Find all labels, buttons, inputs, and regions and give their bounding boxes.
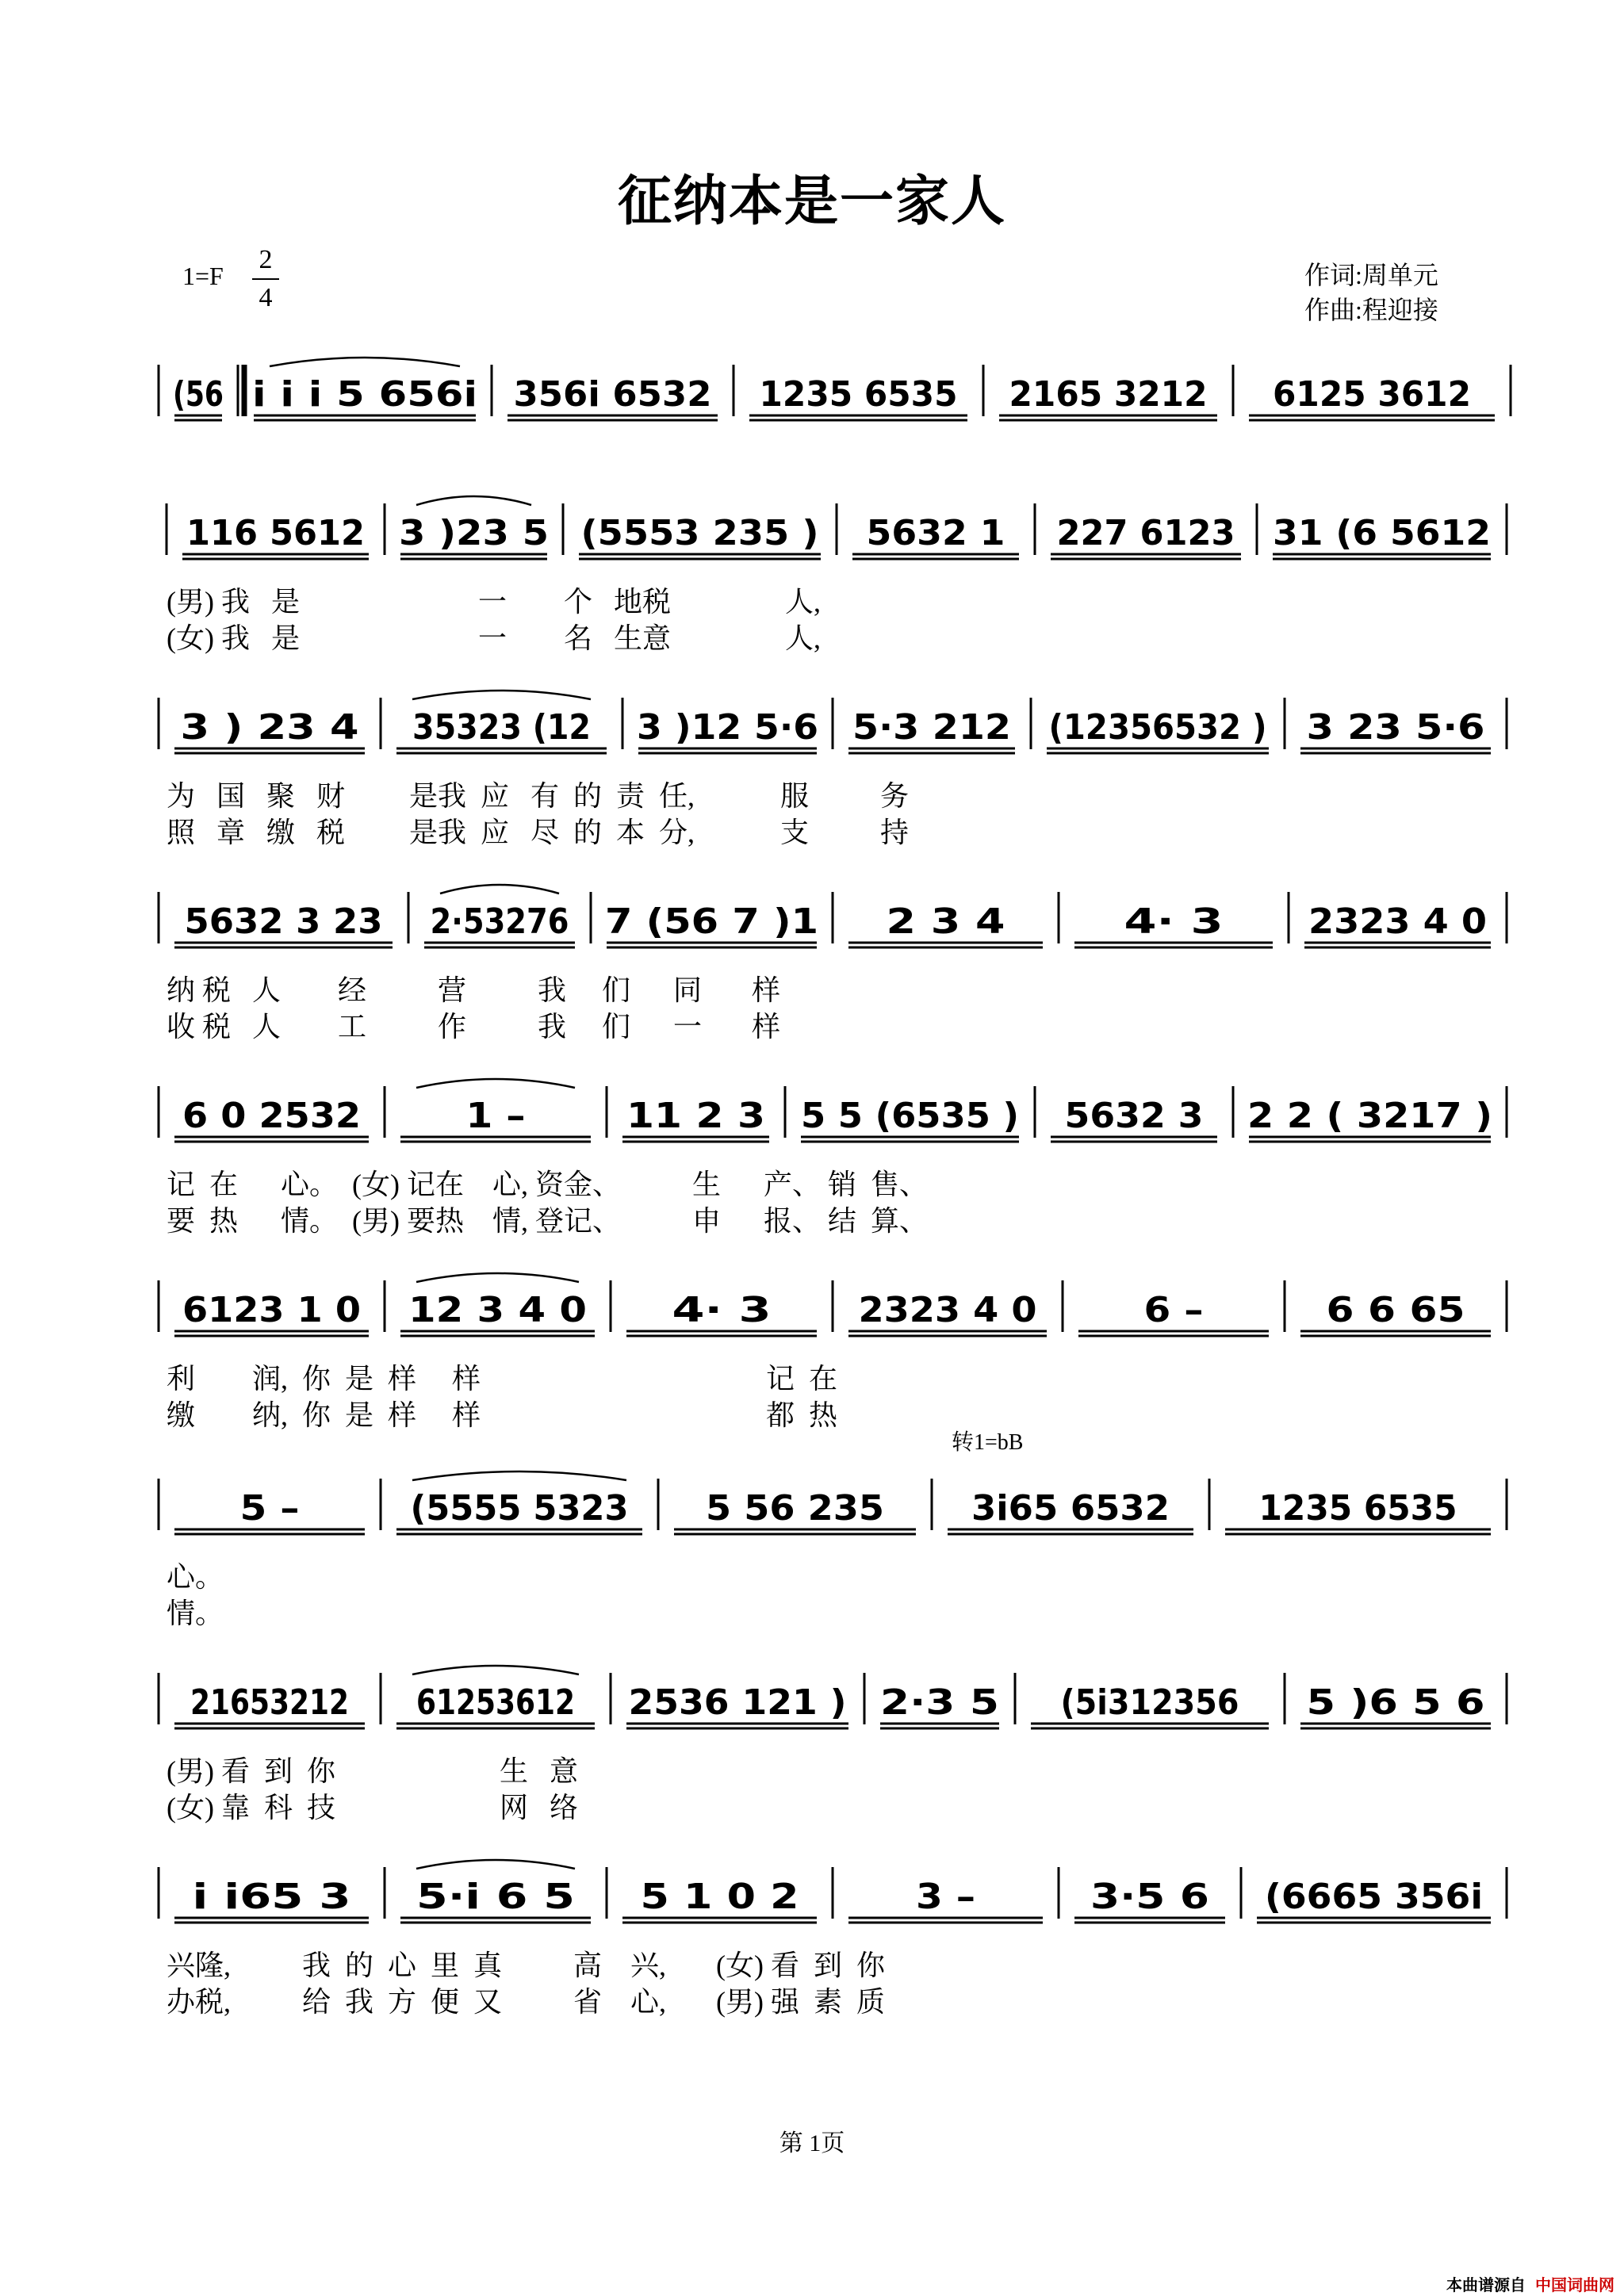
measure-notes: 5·i 6 5 xyxy=(416,1877,575,1917)
measure-notes: 61253612 xyxy=(416,1682,575,1723)
measure-notes: 5632 3 xyxy=(1064,1096,1204,1136)
measure-notes: 5 )6 5 6 xyxy=(1306,1682,1485,1723)
credits xyxy=(1304,258,1438,327)
lyric-line-2 xyxy=(0,1984,1624,2019)
measure-notes: 21653212 xyxy=(190,1682,349,1723)
composer: 作曲:程迎接 xyxy=(1304,296,1438,324)
measure-notes: 5632 1 xyxy=(866,513,1005,553)
lyric-text: 情。 xyxy=(167,1598,224,1629)
slur xyxy=(416,1079,575,1088)
measure-notes: 3 – xyxy=(916,1877,975,1917)
measure-notes: 2 2 ( 3217 ) xyxy=(1247,1096,1492,1136)
time-signature-bottom: 4 xyxy=(259,283,273,312)
lyric-line-1 xyxy=(0,973,1624,1008)
watermark xyxy=(1446,2272,1614,2295)
measure-notes: 6 – xyxy=(1143,1290,1204,1330)
measure-notes: 3 )23 5 xyxy=(399,513,549,553)
system-music xyxy=(0,1272,1624,1368)
system-music xyxy=(0,1078,1624,1173)
measure-notes: (5i312356 xyxy=(1060,1682,1239,1723)
measure-notes: 5 5 (6535 ) xyxy=(801,1096,1019,1136)
slur xyxy=(416,1273,579,1282)
lyric-line-1 xyxy=(0,779,1624,813)
measure-notes: 6 0 2532 xyxy=(182,1096,361,1136)
measure-notes: (6665 356i xyxy=(1265,1877,1483,1917)
lyric-line-1 xyxy=(0,1754,1624,1789)
slur xyxy=(412,1666,579,1674)
measure-notes: 35323 (12 xyxy=(412,707,591,748)
lyric-text: 为 国 聚 财 是我 应 有 的 责 任, 服 务 xyxy=(167,780,909,812)
measure-notes: (5553 235 ) xyxy=(580,513,819,553)
measure-notes: 5·3 212 xyxy=(852,707,1011,748)
measure-notes: i i65 3 xyxy=(192,1877,351,1917)
lyric-line-1 xyxy=(0,1361,1624,1396)
lyric-text: (男) 看 到 你 生 意 xyxy=(167,1755,578,1787)
lyric-text: 照 章 缴 税 是我 应 尽 的 本 分, 支 持 xyxy=(167,817,909,848)
measure-notes: 1235 6535 xyxy=(759,374,958,415)
measure-notes: 5632 3 23 xyxy=(184,901,383,942)
watermark-source: 本曲谱源自 xyxy=(1446,2275,1526,2294)
system-music xyxy=(0,1665,1624,1760)
lyric-text: 办税, 给 我 方 便 又 省 心, (男) 强 素 质 xyxy=(167,1986,885,2018)
measure-notes: 2323 4 0 xyxy=(1308,901,1487,942)
lyric-line-1 xyxy=(0,584,1624,619)
lyric-text: 收 税 人 工 作 我 们 一 样 xyxy=(167,1011,780,1043)
measure-notes: 2536 121 ) xyxy=(628,1682,847,1723)
slur xyxy=(416,496,531,505)
lyric-text: (女) 靠 科 技 网 络 xyxy=(167,1792,578,1823)
system-music xyxy=(0,496,1624,591)
measure-notes: i i i 5 656i xyxy=(252,374,477,415)
lyric-line-2 xyxy=(0,1009,1624,1044)
measure-notes: 3·5 6 xyxy=(1090,1877,1209,1917)
measure-notes: 4· 3 xyxy=(672,1290,772,1330)
modulation-marking: 转1=bB xyxy=(952,1430,1024,1455)
system-music xyxy=(0,1859,1624,1954)
slur xyxy=(440,885,559,894)
system-music xyxy=(0,1471,1624,1566)
measure-notes: 11 2 3 xyxy=(626,1096,765,1136)
lyric-text: 利 润, 你 是 样 样 记 在 xyxy=(167,1363,837,1395)
slur xyxy=(416,1860,575,1869)
measure-notes: 3i65 6532 xyxy=(971,1488,1170,1529)
measure-notes: 4· 3 xyxy=(1124,901,1224,942)
measure-notes: 5 – xyxy=(239,1488,300,1529)
measure-notes: 3 23 5·6 xyxy=(1306,707,1485,748)
lyric-text: 兴隆, 我 的 心 里 真 高 兴, (女) 看 到 你 xyxy=(167,1950,885,1981)
measure-notes: 3 ) 23 4 xyxy=(180,707,359,748)
lyric-text: (男) 我 是 一 个 地税 人, xyxy=(167,586,821,618)
measure-notes: (12356532 ) xyxy=(1048,707,1267,748)
lyric-line-2 xyxy=(0,621,1624,656)
time-signature xyxy=(252,242,279,316)
measure-notes: 6 6 65 xyxy=(1326,1290,1465,1330)
measure-notes: 1235 6535 xyxy=(1258,1488,1457,1529)
system-music xyxy=(0,690,1624,785)
measure-notes: 2323 4 0 xyxy=(858,1290,1037,1330)
measure-notes: 6125 3612 xyxy=(1273,374,1471,415)
slur xyxy=(270,358,460,366)
lyricist: 作词:周单元 xyxy=(1304,261,1438,289)
key-signature: 1=F xyxy=(182,262,224,290)
measure-notes: 5 56 235 xyxy=(706,1488,884,1529)
measure-notes: 12 3 4 0 xyxy=(408,1290,587,1330)
measure-notes: 6123 1 0 xyxy=(182,1290,361,1330)
lyric-text: 纳 税 人 经 营 我 们 同 样 xyxy=(167,974,780,1006)
measure-notes: (5555 5323 xyxy=(410,1488,629,1529)
slur xyxy=(412,1471,626,1480)
measure-notes: 1 – xyxy=(465,1096,526,1136)
measure-notes: 2·3 5 xyxy=(880,1682,999,1723)
lyric-line-1 xyxy=(0,1167,1624,1202)
measure-notes: 2165 3212 xyxy=(1009,374,1208,415)
measure-notes: 5 1 0 2 xyxy=(640,1877,799,1917)
measure-notes: 7 (56 7 )1 xyxy=(605,901,818,942)
page-number: 第 1页 xyxy=(779,2130,845,2156)
slur xyxy=(412,691,591,699)
measure-notes: (56 xyxy=(173,374,224,415)
lyric-line-2 xyxy=(0,1398,1624,1433)
watermark-site: 中国词曲网 xyxy=(1535,2275,1614,2294)
time-signature-top: 2 xyxy=(252,242,279,280)
lyric-text: 心。 xyxy=(167,1561,224,1593)
lyric-text: (女) 我 是 一 名 生意 人, xyxy=(167,622,821,654)
lyric-text: 要 热 情。 (男) 要热 情, 登记、 申 报、 结 算、 xyxy=(167,1205,928,1237)
lyric-text: 缴 纳, 你 是 样 样 都 热 xyxy=(167,1399,837,1431)
lyric-line-2 xyxy=(0,815,1624,850)
lyric-line-2 xyxy=(0,1203,1624,1238)
system-music xyxy=(0,884,1624,979)
lyric-text: 记 在 心。 (女) 记在 心, 资金、 生 产、 销 售、 xyxy=(167,1169,928,1200)
lyric-line-1 xyxy=(0,1559,1624,1594)
measure-notes: 31 (6 5612 xyxy=(1273,513,1491,553)
measure-notes: 2·53276 xyxy=(430,901,569,942)
lyric-line-2 xyxy=(0,1596,1624,1631)
lyric-line-1 xyxy=(0,1948,1624,1983)
measure-notes: 227 6123 xyxy=(1056,513,1235,553)
lyric-line-2 xyxy=(0,1790,1624,1825)
song-title: 征纳本是一家人 xyxy=(617,170,1006,233)
measure-notes: 356i 6532 xyxy=(513,374,712,415)
system-music xyxy=(0,357,1624,452)
measure-notes: 2 3 4 xyxy=(886,901,1005,942)
measure-notes: 3 )12 5·6 xyxy=(637,707,818,748)
measure-notes: 116 5612 xyxy=(186,513,365,553)
